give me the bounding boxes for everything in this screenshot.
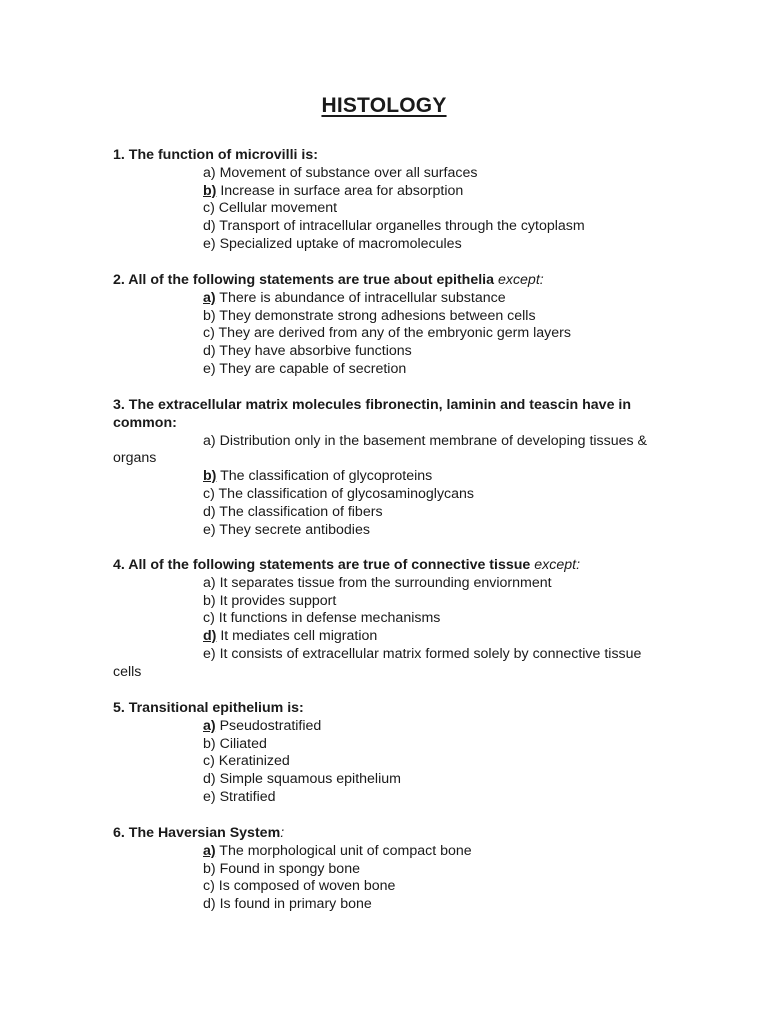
answer-option — [113, 290, 653, 308]
answer-option — [113, 718, 653, 736]
answer-letter: a) — [203, 164, 216, 181]
answer-letter: d) — [203, 218, 216, 235]
answer-option — [113, 646, 653, 682]
question-stem: 2. All of the following statements are true about epithelia — [113, 272, 498, 288]
answer-option — [113, 736, 653, 754]
answer-option — [113, 522, 653, 540]
answer-letter: c) — [203, 200, 215, 217]
question-block — [113, 272, 653, 379]
answer-text: Stratified — [215, 788, 276, 805]
question-block — [113, 147, 653, 254]
answer-text: They are derived from any of the embryonic germ layers — [214, 325, 571, 342]
question-block — [113, 700, 653, 807]
question-stem: 6. The Haversian System — [113, 825, 281, 841]
answer-option — [113, 325, 653, 343]
answer-letter: b) — [203, 592, 216, 609]
answer-letter: d) — [203, 503, 216, 520]
question-stem: 5. Transitional epithelium is: — [113, 700, 304, 716]
answer-text: Pseudostratified — [215, 717, 322, 734]
answer-letter: c) — [203, 878, 215, 895]
answer-text: They are capable of secretion — [215, 360, 407, 377]
answer-text: It functions in defense mechanisms — [214, 610, 441, 627]
answer-text: It provides support — [215, 592, 337, 609]
answer-option — [113, 593, 653, 611]
answer-letter: c) — [203, 325, 215, 342]
question-text — [113, 272, 653, 290]
page-title: HISTOLOGY — [321, 94, 447, 117]
question-emphasis: except — [497, 272, 540, 288]
answer-text: They demonstrate strong adhesions between cells — [215, 307, 536, 324]
answer-text: The classification of glycosaminoglycans — [214, 485, 475, 502]
answer-letter-correct: a) — [203, 842, 216, 859]
question-stem: 1. The function of microvilli is: — [113, 147, 318, 163]
answer-text: They secrete antibodies — [215, 521, 370, 538]
answer-text: The classification of fibers — [215, 503, 383, 520]
question-stem: 4. All of the following statements are true of connective tissue — [113, 557, 535, 573]
answer-letter-correct: d) — [203, 628, 217, 645]
question-emphasis-suffix: : — [576, 557, 581, 573]
answer-option — [113, 343, 653, 361]
answer-letter: c) — [203, 610, 215, 627]
answer-option — [113, 218, 653, 236]
answer-text: Simple squamous epithelium — [215, 771, 401, 788]
answer-text: They have absorbive functions — [215, 343, 412, 360]
question-text — [113, 147, 653, 165]
answer-option — [113, 361, 653, 379]
answer-text: The morphological unit of compact bone — [215, 842, 472, 859]
answer-text: Found in spongy bone — [215, 860, 360, 877]
answer-letter-correct: a) — [203, 289, 216, 306]
question-block — [113, 397, 653, 539]
answer-option — [113, 789, 653, 807]
answer-letter: e) — [203, 235, 216, 252]
answer-text: Transport of intracellular organelles through the cytoplasm — [215, 218, 585, 235]
answer-option — [113, 200, 653, 218]
answer-letter: e) — [203, 645, 216, 662]
answer-text: Specialized uptake of macromolecules — [215, 235, 462, 252]
answer-text: Movement of substance over all surfaces — [215, 164, 478, 181]
answer-option — [113, 843, 653, 861]
answer-option — [113, 236, 653, 254]
answer-text: Distribution only in the basement membrane of developing tissues & organs — [113, 432, 647, 467]
answer-letter: e) — [203, 788, 216, 805]
answer-text: Is composed of woven bone — [214, 878, 396, 895]
answer-option — [113, 610, 653, 628]
question-stem: 3. The extracellular matrix molecules fibronectin, laminin and teascin have in common: — [113, 397, 632, 431]
answer-option — [113, 878, 653, 896]
question-text — [113, 700, 653, 718]
answer-letter: c) — [203, 485, 215, 502]
answer-letter-correct: b) — [203, 182, 217, 199]
question-text — [113, 397, 653, 433]
answer-letter: e) — [203, 360, 216, 377]
answer-letter: a) — [203, 574, 216, 591]
answer-option — [113, 861, 653, 879]
answer-text: Is found in primary bone — [215, 896, 372, 913]
answer-text: It mediates cell migration — [216, 628, 378, 645]
answer-option — [113, 468, 653, 486]
answer-letter-correct: b) — [203, 468, 217, 485]
answer-letter: d) — [203, 896, 216, 913]
answer-letter: a) — [203, 432, 216, 449]
answer-text: It separates tissue from the surrounding enviornment — [215, 574, 552, 591]
answer-option — [113, 896, 653, 914]
answer-text: Increase in surface area for absorption — [216, 182, 464, 199]
answer-option — [113, 165, 653, 183]
answer-text: Ciliated — [215, 735, 267, 752]
answer-letter: b) — [203, 860, 216, 877]
answer-text: There is abundance of intracellular substance — [215, 289, 506, 306]
answer-option — [113, 433, 653, 469]
answer-option — [113, 504, 653, 522]
answer-letter: e) — [203, 521, 216, 538]
answer-letter: d) — [203, 343, 216, 360]
answer-text: The classification of glycoproteins — [216, 468, 433, 485]
answer-option — [113, 486, 653, 504]
answer-letter: b) — [203, 307, 216, 324]
answer-letter: c) — [203, 753, 215, 770]
answer-letter: d) — [203, 771, 216, 788]
answer-option — [113, 575, 653, 593]
answer-text: It consists of extracellular matrix formed solely by connective tissue cells — [113, 645, 642, 680]
answer-option — [113, 183, 653, 201]
question-emphasis: except — [534, 557, 577, 573]
answer-option — [113, 753, 653, 771]
answer-text: Keratinized — [214, 753, 290, 770]
question-emphasis: : — [280, 825, 285, 841]
answer-letter-correct: a) — [203, 717, 216, 734]
question-text — [113, 825, 653, 843]
question-emphasis-suffix: : — [539, 272, 544, 288]
answer-letter: b) — [203, 735, 216, 752]
answer-option — [113, 771, 653, 789]
answer-text: Cellular movement — [214, 200, 338, 217]
question-text — [113, 557, 653, 575]
answer-option — [113, 308, 653, 326]
answer-option — [113, 628, 653, 646]
question-block — [113, 825, 653, 914]
question-block — [113, 557, 653, 682]
